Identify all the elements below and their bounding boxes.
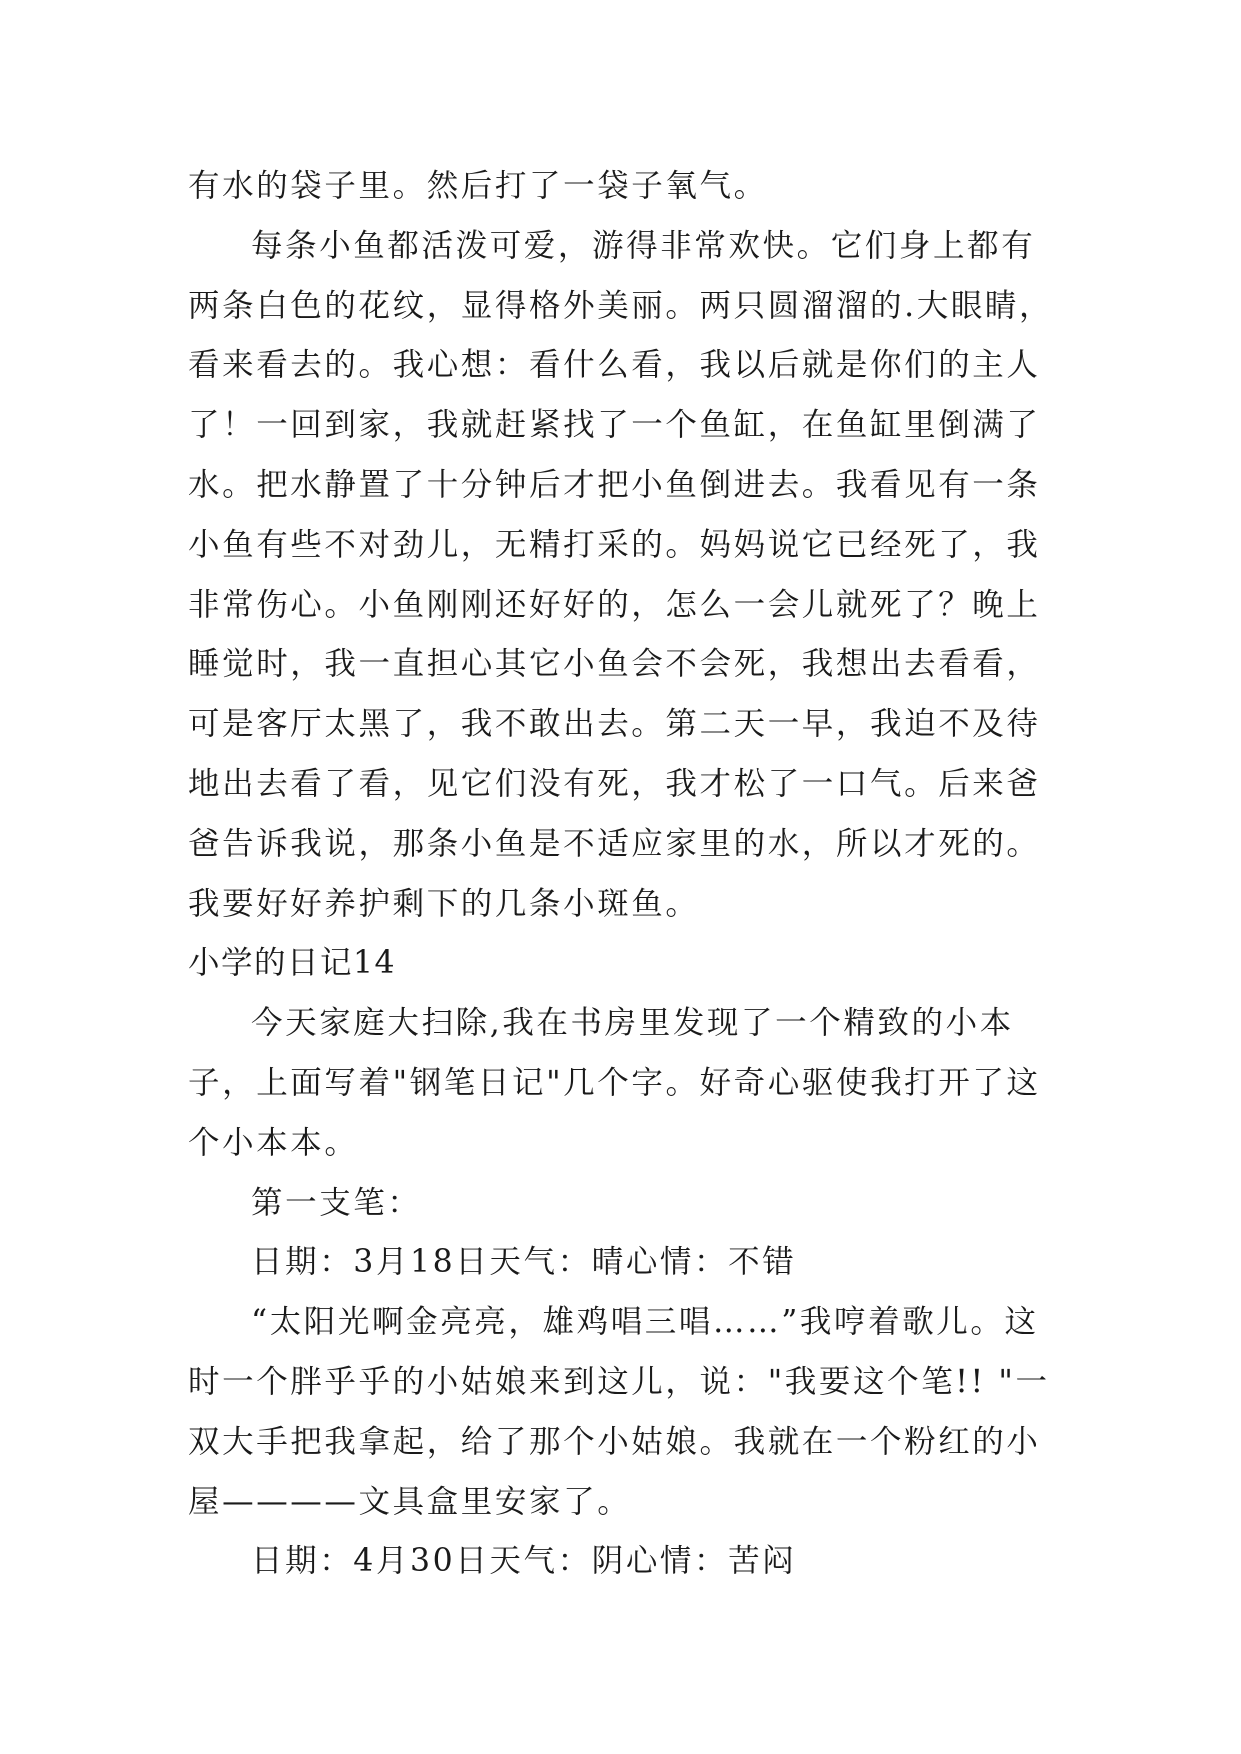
paragraph-song: “太阳光啊金亮亮，雄鸡唱三唱……”我哼着歌儿。这时一个胖乎乎的小姑娘来到这儿，说："我要这个笔!! "一双大手把我拿起，给了那个小姑娘。我就在一个粉红的小屋————文具盒里安家了。 — [188, 1304, 1050, 1520]
paragraph-fish-story: 每条小鱼都活泼可爱，游得非常欢快。它们身上都有两条白色的花纹，显得格外美丽。两只圆溜溜的.大眼睛，看来看去的。我心想：看什么看，我以后就是你们的主人了！一回到家，我就赶紧找了一个鱼缸，在鱼缸里倒满了水。把水静置了十分钟后才把小鱼倒进去。我看见有一条小鱼有些不对劲儿，无精打采的。妈妈说它已经死了，我非常伤心。小鱼刚刚还好好的，怎么一会儿就死了？晚上睡觉时，我一直担心其它小鱼会不会死，我想出去看看，可是客厅太黑了，我不敢出去。第二天一早，我迫不及待地出去看了看，见它们没有死，我才松了一口气。后来爸爸告诉我说，那条小鱼是不适应家里的水，所以才死的。我要好好养护剩下的几条小斑鱼。 — [188, 227, 1054, 922]
paragraph-pen-diary-intro: 今天家庭大扫除,我在书房里发现了一个精致的小本子，上面写着"钢笔日记"几个字。好奇心驱使我打开了这个小本本。 — [188, 1005, 1041, 1161]
paragraph-first-pen: 第一支笔： — [251, 1184, 422, 1221]
paragraph-continuation: 有水的袋子里。然后打了一袋子氧气。 — [188, 168, 768, 204]
document-page — [188, 157, 1068, 1592]
paragraph-date-entry-2: 日期：4月30日天气：阴心情：苦闷 — [251, 1543, 797, 1580]
paragraph-date-entry-1: 日期：3月18日天气：晴心情：不错 — [251, 1244, 797, 1281]
section-heading: 小学的日记14 — [188, 945, 397, 982]
